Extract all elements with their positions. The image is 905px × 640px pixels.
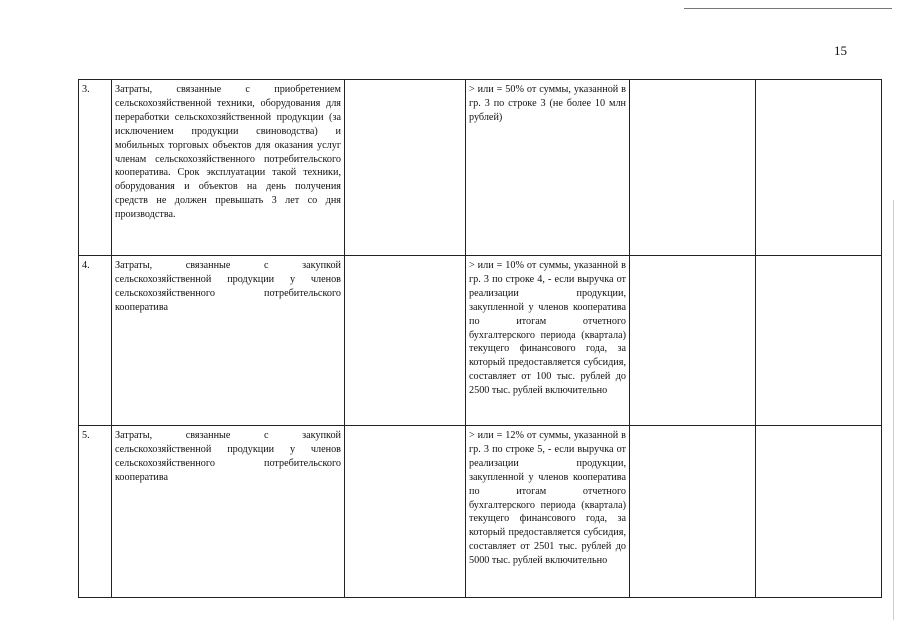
- row-number: 5.: [79, 426, 112, 598]
- table-row: [79, 426, 882, 598]
- empty-cell: [630, 256, 756, 426]
- subsidy-condition: > или = 10% от суммы, указанной в гр. 3 по строке 4, - если выручка от реализации продукции, закупленной у членов кооператива по итогам отчетного бухгалтерского периода (квартала) текущего финансового года, за который предоставляется субсидия, составляет от 100 тыс. рублей до 2500 тыс. рублей включительно: [466, 256, 630, 426]
- empty-cell: [756, 256, 882, 426]
- empty-cell: [630, 80, 756, 256]
- empty-cell: [345, 80, 466, 256]
- cost-description: Затраты, связанные с закупкой сельскохозяйственной продукции у членов сельскохозяйственного потребительского кооператива: [112, 256, 345, 426]
- empty-cell: [756, 426, 882, 598]
- cost-description: Затраты, связанные с закупкой сельскохозяйственной продукции у членов сельскохозяйственного потребительского кооператива: [112, 426, 345, 598]
- subsidy-condition: > или = 50% от суммы, указанной в гр. 3 по строке 3 (не более 10 млн рублей): [466, 80, 630, 256]
- table-row: [79, 80, 882, 256]
- subsidy-condition: > или = 12% от суммы, указанной в гр. 3 по строке 5, - если выручка от реализации продукции, закупленной у членов кооператива по итогам отчетного бухгалтерского периода (квартала) текущего финансового года, за который предоставляется субсидия, составляет от 2501 тыс. рублей до 5000 тыс. рублей включительно: [466, 426, 630, 598]
- page-number: 15: [834, 43, 847, 58]
- subsidy-table: [78, 79, 882, 598]
- empty-cell: [345, 256, 466, 426]
- row-number: 3.: [79, 80, 112, 256]
- scan-edge-line: [893, 200, 894, 620]
- table-row: [79, 256, 882, 426]
- header-rule: [684, 8, 892, 9]
- empty-cell: [756, 80, 882, 256]
- row-number: 4.: [79, 256, 112, 426]
- cost-description: Затраты, связанные с приобретением сельскохозяйственной техники, оборудования для переработки сельскохозяйственной продукции (за исключением продукции свиноводства) и мобильных торговых объектов для оказания услуг членам сельскохозяйственного потребительского кооператива. Срок эксплуатации такой техники, оборудования и объектов на день получения средств не должен превышать 3 лет со дня производства.: [112, 80, 345, 256]
- empty-cell: [630, 426, 756, 598]
- empty-cell: [345, 426, 466, 598]
